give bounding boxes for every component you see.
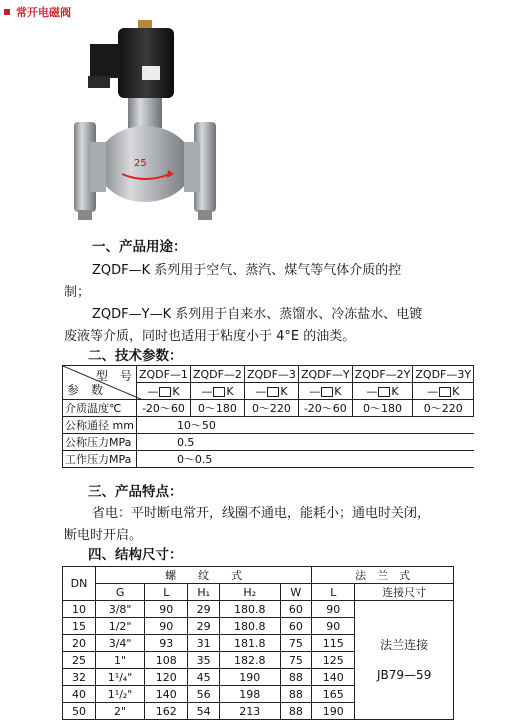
model-bottom-6: — K xyxy=(413,383,474,400)
table-cell: 108 xyxy=(145,652,188,669)
table-cell: 198 xyxy=(219,686,280,703)
table-cell: 90 xyxy=(312,601,355,618)
model-top-4: ZQDF—Y xyxy=(298,366,352,383)
bullet-icon xyxy=(4,9,10,15)
table-cell: 29 xyxy=(188,618,220,635)
table-cell: 54 xyxy=(188,703,220,720)
model-bottom-3: — K xyxy=(244,383,298,400)
table-cell: 1/2" xyxy=(96,618,145,635)
temp-5: 0～180 xyxy=(352,400,413,417)
temp-3: 0～220 xyxy=(244,400,298,417)
table-cell: 190 xyxy=(219,669,280,686)
usage-line-1a: ZQDF—K 系列用于空气、蒸汽、煤气等气体介质的控 xyxy=(92,263,402,278)
table-cell: 1" xyxy=(96,652,145,669)
table-cell: 2" xyxy=(96,703,145,720)
model-bottom-4: — K xyxy=(298,383,352,400)
table-cell: 3/8" xyxy=(96,601,145,618)
table-cell: 190 xyxy=(312,703,355,720)
table-cell: 90 xyxy=(312,618,355,635)
table-cell: 45 xyxy=(188,669,220,686)
table-cell: 93 xyxy=(145,635,188,652)
table-cell: 75 xyxy=(280,635,312,652)
corner-cell xyxy=(63,366,137,400)
table-cell: 165 xyxy=(312,686,355,703)
usage-line-2a: ZQDF—Y—K 系列用于自来水、蒸馏水、冷冻盐水、电镀 xyxy=(92,307,423,322)
feature-heading: 三、产品特点： xyxy=(88,484,183,500)
table-cell: 35 xyxy=(188,652,220,669)
temp-1: -20～60 xyxy=(136,400,190,417)
table-cell: 90 xyxy=(145,601,188,618)
tech-heading: 二、技术参数： xyxy=(88,348,183,364)
table-cell: 140 xyxy=(312,669,355,686)
model-bottom-2: — K xyxy=(190,383,244,400)
table-cell: 115 xyxy=(312,635,355,652)
feature-line-1a: 省电：平时断电常开，线圈不通电，能耗小；通电时关闭， xyxy=(92,506,431,521)
struct-heading: 四、结构尺寸： xyxy=(88,547,183,563)
model-top-1: ZQDF—1 xyxy=(136,366,190,383)
table-cell: 32 xyxy=(63,669,96,686)
table-cell: 75 xyxy=(280,652,312,669)
row-label-diameter: 公称通径 mm xyxy=(63,417,137,434)
table-cell: 15 xyxy=(63,618,96,635)
tech-params-table xyxy=(62,365,474,468)
structure-size-table xyxy=(62,566,454,720)
row-label-working-pressure: 工作压力MPa xyxy=(63,451,137,468)
table-cell: 181.8 xyxy=(219,635,280,652)
temp-2: 0～180 xyxy=(190,400,244,417)
table-cell: 60 xyxy=(280,618,312,635)
model-top-6: ZQDF—3Y xyxy=(413,366,474,383)
table-cell: 182.8 xyxy=(219,652,280,669)
table-cell: 56 xyxy=(188,686,220,703)
row-label-nominal-pressure: 公称压力MPa xyxy=(63,434,137,451)
temp-6: 0～220 xyxy=(413,400,474,417)
table-cell: 88 xyxy=(280,703,312,720)
table-cell: 1¹/₄" xyxy=(96,669,145,686)
table-cell: 3/4" xyxy=(96,635,145,652)
table-cell: 125 xyxy=(312,652,355,669)
model-bottom-5: — K xyxy=(352,383,413,400)
col-h2: H₂ xyxy=(219,584,280,601)
nominal-pressure-value: 0.5 xyxy=(136,434,473,451)
row-label-temp: 介质温度℃ xyxy=(63,400,137,417)
usage-heading: 一、产品用途： xyxy=(92,239,187,255)
col-conn: 连接尺寸 xyxy=(355,584,454,601)
table-cell: 20 xyxy=(63,635,96,652)
col-flange-l: L xyxy=(312,584,355,601)
col-g: G xyxy=(96,584,145,601)
model-top-3: ZQDF—3 xyxy=(244,366,298,383)
table-cell: 120 xyxy=(145,669,188,686)
table-cell: 29 xyxy=(188,601,220,618)
table-cell: 88 xyxy=(280,686,312,703)
usage-line-2b: 废液等介质，同时也适用于粘度小于 4°E 的油类。 xyxy=(64,329,356,344)
table-cell: 25 xyxy=(63,652,96,669)
header-thread: 螺 纹 式 xyxy=(96,567,312,584)
model-top-2: ZQDF—2 xyxy=(190,366,244,383)
table-cell: 88 xyxy=(280,669,312,686)
conn-cell xyxy=(355,601,454,720)
solenoid-valve-image xyxy=(60,14,220,229)
model-top-5: ZQDF—2Y xyxy=(352,366,413,383)
diameter-value: 10～50 xyxy=(136,417,473,434)
table-cell: 90 xyxy=(145,618,188,635)
table-cell: 10 xyxy=(63,601,96,618)
model-bottom-1: — K xyxy=(136,383,190,400)
col-w: W xyxy=(280,584,312,601)
table-cell: 213 xyxy=(219,703,280,720)
corner-param-label: 参 数 xyxy=(67,383,104,397)
conn-type: 法兰连接 xyxy=(380,638,429,652)
table-cell: 31 xyxy=(188,635,220,652)
feature-line-1b: 断电时开启。 xyxy=(64,528,143,543)
svg-text:25: 25 xyxy=(134,158,147,169)
corner-type-label: 型 号 xyxy=(95,369,132,383)
usage-line-1b: 制； xyxy=(64,285,91,300)
table-cell: 40 xyxy=(63,686,96,703)
working-pressure-value: 0～0.5 xyxy=(136,451,473,468)
table-cell: 50 xyxy=(63,703,96,720)
header-flange: 法 兰 式 xyxy=(312,567,454,584)
table-cell: 162 xyxy=(145,703,188,720)
table-cell: 60 xyxy=(280,601,312,618)
table-cell: 140 xyxy=(145,686,188,703)
header-dn: DN xyxy=(63,567,96,601)
col-l: L xyxy=(145,584,188,601)
temp-4: -20～60 xyxy=(298,400,352,417)
table-cell: 1¹/₂" xyxy=(96,686,145,703)
table-cell: 180.8 xyxy=(219,618,280,635)
page-title: 常开电磁阀 xyxy=(16,6,71,19)
col-h1: H₁ xyxy=(188,584,220,601)
table-cell: 180.8 xyxy=(219,601,280,618)
conn-standard: JB79—59 xyxy=(377,668,432,682)
